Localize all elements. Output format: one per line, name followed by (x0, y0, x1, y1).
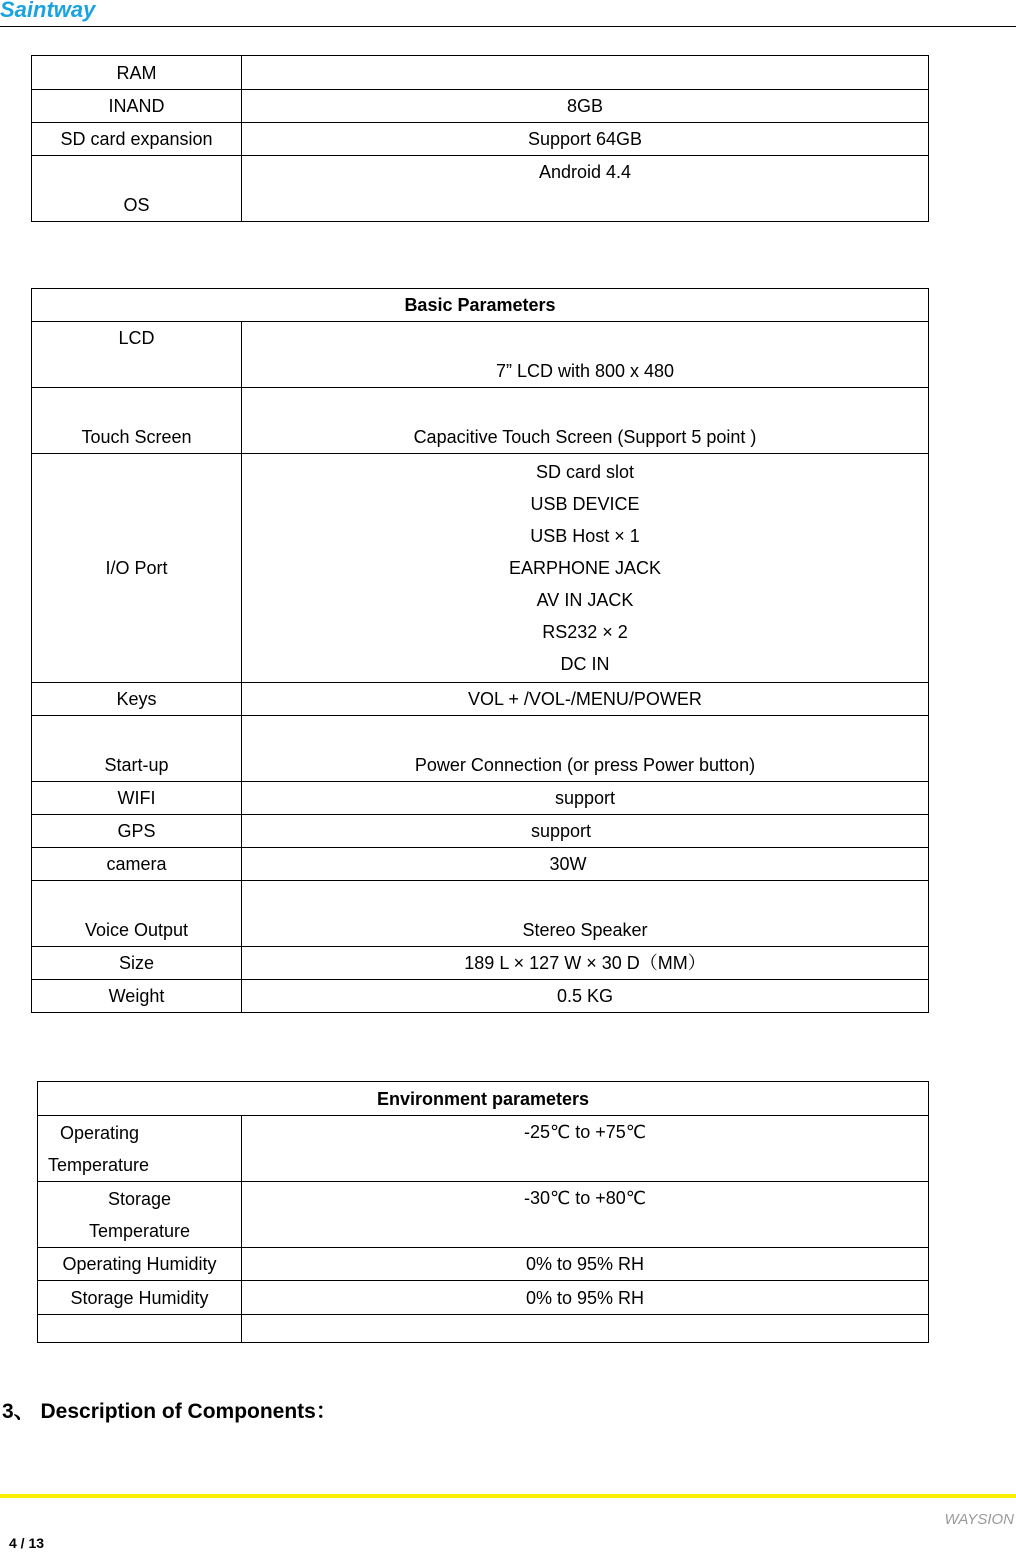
spec-label: Size (32, 947, 242, 980)
spec-label: Touch Screen (32, 388, 242, 454)
brand-logo-text: Saintway (0, 0, 96, 22)
environment-parameters-table (37, 1081, 929, 1343)
table-header-row (32, 289, 929, 322)
spec-value: Support 64GB (242, 123, 929, 156)
spec-value: 7” LCD with 800 x 480 (242, 322, 929, 388)
spec-label (38, 1182, 242, 1248)
io-port-list (242, 454, 929, 683)
table-row (32, 322, 929, 388)
io-port-item: RS232 × 2 (542, 622, 628, 642)
footer-divider (0, 1494, 1016, 1498)
spec-value: 0.5 KG (242, 980, 929, 1013)
memory-spec-table (31, 55, 929, 222)
spec-value: Android 4.4 (242, 156, 929, 222)
spec-label: RAM (32, 56, 242, 90)
spec-label: I/O Port (32, 454, 242, 683)
spec-value: Power Connection (or press Power button) (242, 716, 929, 782)
table-row (38, 1116, 929, 1182)
io-port-item: SD card slot (535, 462, 635, 482)
spec-label-line: Storage (107, 1188, 172, 1209)
table-row (32, 782, 929, 815)
spec-label: Voice Output (32, 881, 242, 947)
io-port-item: DC IN (560, 654, 610, 674)
table-row (38, 1182, 929, 1248)
spec-value: support (242, 815, 929, 848)
spec-label: Start-up (32, 716, 242, 782)
table-row (32, 123, 929, 156)
spec-label: SD card expansion (32, 123, 242, 156)
spec-value (242, 56, 929, 90)
spec-label: GPS (32, 815, 242, 848)
spec-value: 0% to 95% RH (242, 1281, 929, 1315)
spec-label: Weight (32, 980, 242, 1013)
spec-value: 30W (242, 848, 929, 881)
spec-label: camera (32, 848, 242, 881)
table-row (32, 881, 929, 947)
io-port-item: USB DEVICE (530, 494, 640, 514)
spec-value: 8GB (242, 90, 929, 123)
spec-value: VOL + /VOL-/MENU/POWER (242, 683, 929, 716)
table-row (32, 683, 929, 716)
spec-label: INAND (32, 90, 242, 123)
io-port-item: AV IN JACK (536, 590, 634, 610)
table-row (32, 388, 929, 454)
table-row (32, 815, 929, 848)
basic-parameters-table (31, 288, 929, 1013)
table-row (32, 716, 929, 782)
section-heading: 3、 Description of Components： (2, 1400, 337, 1423)
io-port-item: USB Host × 1 (530, 526, 640, 546)
spec-value: 0% to 95% RH (242, 1248, 929, 1281)
header-divider (0, 26, 1016, 27)
spec-value (242, 1315, 929, 1343)
table-row (32, 90, 929, 123)
footer-company: WAYSION (944, 1511, 1014, 1528)
table-row (32, 848, 929, 881)
table-row (38, 1315, 929, 1343)
spec-label (38, 1315, 242, 1343)
table-row (38, 1281, 929, 1315)
spec-label: OS (32, 156, 242, 222)
io-port-item: EARPHONE JACK (508, 558, 662, 578)
spec-label-line: Temperature (48, 1154, 150, 1175)
spec-value: -25℃ to +75℃ (242, 1116, 929, 1182)
spec-label (38, 1116, 242, 1182)
spec-value: Stereo Speaker (242, 881, 929, 947)
table-title: Environment parameters (38, 1082, 929, 1116)
spec-label: Operating Humidity (38, 1248, 242, 1281)
spec-label-line: Temperature (88, 1220, 191, 1241)
table-header-row (38, 1082, 929, 1116)
spec-label-line: Operating (60, 1122, 140, 1143)
table-row (32, 156, 929, 222)
spec-value: -30℃ to +80℃ (242, 1182, 929, 1248)
spec-label: Keys (32, 683, 242, 716)
spec-label: LCD (32, 322, 242, 388)
table-row (32, 56, 929, 90)
spec-value: Capacitive Touch Screen (Support 5 point ) (242, 388, 929, 454)
table-title: Basic Parameters (32, 289, 929, 322)
table-row (32, 947, 929, 980)
table-row (32, 454, 929, 683)
spec-label: WIFI (32, 782, 242, 815)
spec-label: Storage Humidity (38, 1281, 242, 1315)
page-number: 4 / 13 (9, 1535, 45, 1551)
table-row (38, 1248, 929, 1281)
spec-value: support (242, 782, 929, 815)
spec-value: 189 L × 127 W × 30 D（MM） (242, 947, 929, 980)
table-row (32, 980, 929, 1013)
